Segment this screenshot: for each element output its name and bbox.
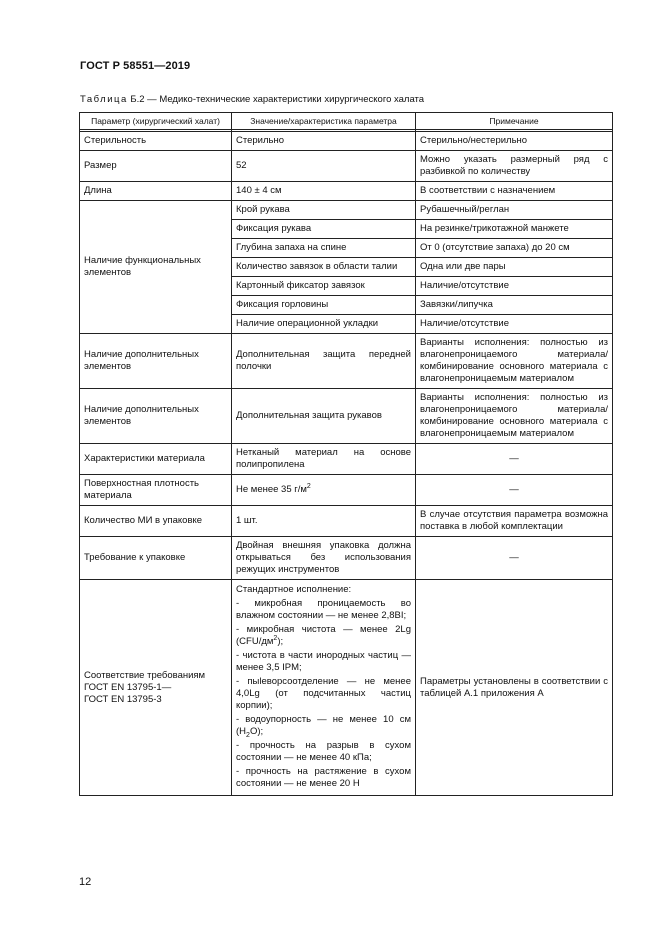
value-cell: 52: [232, 151, 416, 182]
table-header-row: [80, 113, 613, 130]
table-row: [80, 132, 613, 151]
note-cell: —: [416, 444, 613, 475]
note-cell: Стерильно/нестерильно: [416, 132, 613, 151]
value-cell: Количество завязок в области талии: [232, 258, 416, 277]
note-cell: От 0 (отсутствие запаха) до 20 см: [416, 239, 613, 258]
compliance-item: - микробная проницаемость во влажном состоянии — не менее 2,8BI;: [236, 598, 411, 621]
note-cell: Наличие/отсутствие: [416, 277, 613, 296]
param-cell: Наличие дополнительных элементов: [80, 334, 232, 389]
value-cell: Картонный фиксатор завязок: [232, 277, 416, 296]
density-unit-exponent: 2: [306, 482, 311, 490]
note-cell: В случае отсутствия параметра возможна поставка в любой комплектации: [416, 506, 613, 537]
value-cell: Дополнительная защита рукавов: [232, 389, 416, 444]
param-cell: Поверхностная плотность материала: [80, 475, 232, 506]
table-row: [80, 537, 613, 580]
compliance-item: - чистота в части инородных частиц — менее 3,5 IPM;: [236, 650, 411, 673]
compliance-item: - микробная чистота — менее 2Lg $(CFU/дм^2)$;: [236, 624, 411, 647]
compliance-item: - прочность на растяжение в сухом состоянии — не менее 20 Н: [236, 766, 411, 789]
note-cell: Варианты исполнения: полностью из влагонепроницаемого материала/комбинирование основного материала с влагонепроницаемым материалом: [416, 389, 613, 444]
compliance-item: - пыleворсоотделение — не менее 4,0Lg (от подсчитанных частиц корпии);: [236, 676, 411, 711]
table-caption-label: Таблица: [80, 94, 128, 105]
param-cell: Стерильность: [80, 132, 232, 151]
param-cell: Характеристики материала: [80, 444, 232, 475]
column-header-parameter: Параметр (хирургический халат): [80, 113, 232, 130]
note-cell: Наличие/отсутствие: [416, 315, 613, 334]
value-cell: 1 шт.: [232, 506, 416, 537]
note-cell: —: [416, 537, 613, 580]
compliance-intro: Стандартное исполнение:: [236, 584, 352, 595]
page-number: 12: [79, 876, 92, 888]
value-cell: Крой рукава: [232, 201, 416, 220]
note-cell: На резинке/трикотажной манжете: [416, 220, 613, 239]
note-cell: Можно указать размерный ряд с разбивкой по количеству: [416, 151, 613, 182]
compliance-line: Соответствие требованиям: [84, 669, 206, 681]
value-cell: 140 ± 4 см: [232, 182, 416, 201]
value-cell-compliance: [232, 580, 416, 796]
note-cell: —: [416, 475, 613, 506]
table-row: [80, 389, 613, 444]
param-cell: Длина: [80, 182, 232, 201]
compliance-line: ГОСТ EN 13795-3: [84, 693, 162, 705]
param-cell: Количество МИ в упаковке: [80, 506, 232, 537]
note-cell: Параметры установлены в соответствии с таблицей А.1 приложения А: [416, 580, 613, 796]
value-cell: Фиксация рукава: [232, 220, 416, 239]
table-caption: [80, 94, 424, 105]
note-cell: В соответствии с назначением: [416, 182, 613, 201]
compliance-line: ГОСТ EN 13795-1—: [84, 681, 172, 693]
value-cell: Наличие операционной укладки: [232, 315, 416, 334]
value-cell: Глубина запаха на спине: [232, 239, 416, 258]
note-cell: Рубашечный/реглан: [416, 201, 613, 220]
param-cell-compliance: [80, 580, 232, 796]
value-cell: Нетканый материал на основе полипропилена: [232, 444, 416, 475]
param-cell: Требование к упаковке: [80, 537, 232, 580]
value-cell: Дополнительная защита передней полочки: [232, 334, 416, 389]
table-row: [80, 201, 613, 220]
note-cell: Одна или две пары: [416, 258, 613, 277]
document-standard-header: ГОСТ Р 58551—2019: [80, 60, 191, 72]
column-header-value: Значение/характеристика параметра: [232, 113, 416, 130]
value-cell: Двойная внешняя упаковка должна открываться без использования режущих инструментов: [232, 537, 416, 580]
compliance-item: - прочность на разрыв в сухом состоянии — не менее 40 кПа;: [236, 740, 411, 763]
table-caption-text: Б.2 — Медико-технические характеристики хирургического халата: [130, 94, 425, 105]
value-cell: Фиксация горловины: [232, 296, 416, 315]
spec-table: [79, 112, 613, 796]
table-row: [80, 334, 613, 389]
table-row: [80, 475, 613, 506]
param-cell: Наличие дополнительных элементов: [80, 389, 232, 444]
value-cell: Стерильно: [232, 132, 416, 151]
param-cell: Размер: [80, 151, 232, 182]
note-cell: Завязки/липучка: [416, 296, 613, 315]
table-row: [80, 444, 613, 475]
compliance-item: - водоупорность — не менее 10 см $(H_2O)$;: [236, 714, 411, 739]
column-header-note: Примечание: [416, 113, 613, 130]
table-row: [80, 182, 613, 201]
note-cell: Варианты исполнения: полностью из влагонепроницаемого материала/комбинирование основного материала с влагонепроницаемым материалом: [416, 334, 613, 389]
table-row: [80, 151, 613, 182]
table-row: [80, 580, 613, 796]
table-row: [80, 506, 613, 537]
density-value: Не менее 35 г/м: [236, 484, 307, 495]
param-cell-functional: Наличие функциональных элементов: [80, 201, 232, 334]
value-cell: [232, 475, 416, 506]
